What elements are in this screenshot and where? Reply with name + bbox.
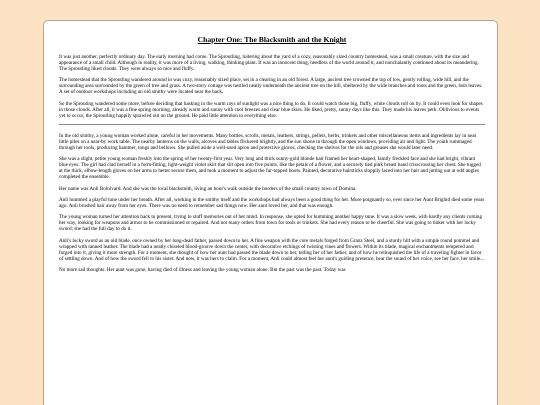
section-one (59, 54, 485, 119)
paragraph: She was a slight, petite young woman freshly into the spring of her twenty-first year. Very long and thick sunny-gold blonde hair framed her heart-shaped, faintly freckled face and she had bright, vibrant blue eyes. The girl had clad herself in a form-fitting, light-weight violet skirt that slit open into five points, like the petals of a flower, and a securely tied pink breast band crisscrossing her chest. She tugged at the thick, elbow-length gloves on her arms to better secure them, and took a moment to adjust the fur-topped boots. Painted, decorative hairsticks sloppily laced into her hair and jutting out at odd angles completed the ensemble. (59, 156, 481, 181)
section-two (59, 133, 485, 273)
paragraph: It was just another, perfectly ordinary day. The early morning had come. The Sproutling, loitering about the yard of a cozy, reasonably sized country homestead, was a small creature, with the size and appearance of a small child. Although in reality, it was more of a living, walking, thinking plant. It was an innocent thing, heedless of the world around it, and nonchalantly continued about its meandering. The Sproutling liked clouds. They were always so nice and fluffy. (59, 54, 479, 73)
paragraph: In the old smithy, a young woman worked alone, careful in her movements. Many bottles, scrolls, metals, leathers, strings, pellets, herbs, trinkets and other miscellaneous items and ingredients lay in neat little piles on a near-by work table. The nearby lanterns on the walls, alcoves and tables flickered brightly, and the sun shone in through the open windows, providing air and light. The youth rummaged through her tools, producing hammer, tongs and bellows. She pulled aside a well-used apron and protective gloves, checking the shelves for the oils and greases she would later need. (59, 132, 477, 152)
paragraph: Anli hummed a playful tune under her breath. After all, working in the smithy itself and the workshops had always been a good thing for her. More poignantly so, ever since her Aunt Brighid died some years ago. Anli brushed hair away from her eyes. There was no need to remember sad things now. Her aunt loved her, and that was enough. (59, 196, 485, 209)
paragraph: No more sad thoughts. Her aunt was gone, having died of illness and leaving the young woman alone. But the past was the past. Today was (59, 266, 346, 273)
section-divider (59, 124, 485, 125)
document-page (43, 20, 498, 405)
paragraph: Her name was Anli Bolnivard. And she was the local blacksmith, living an hour's walk outside the borders of the small country town of Domina. (59, 185, 357, 192)
paragraph: The young woman turned her attention back to present, trying to stuff memories out of her mind. In response, she opted for humming another happy tune. It was a slow week, with hardly any clients coming her way, looking for weapons and armor to be commissioned or repaired. And not many orders from town for tools or trinkets. She had every reason to be cheerful. She was going to tinker with her lucky sword; she had the full day to do it. (59, 214, 483, 233)
paragraph: So the Sprouting wandered some more, before deciding that basking in the warm rays of sunlight was a nice thing to do. It could watch those big, fluffy, white clouds roll on by. It could even look for shapes in those clouds. After all, it was a fine spring morning, already warm and sunny with cool breezes and clear blue skies. He liked, pretty, sunny days like this. They made his leaves perk. Oblivious to events yet to occur, the Sproutling happily sprawled out on the ground. He paid little attention to everything else. (59, 100, 483, 119)
chapter-title: Chapter One: The Blacksmith and the Knight (197, 35, 347, 44)
paragraph: Anli's lucky sword as an old blade, once owned by her long-dead father, passed down to her. A fine weapon with the core metals forged from Granz Steel, and a sturdy hilt with a simple round pommel and wrapped with tanned leather. The blade had a neatly chiseled blood-groove down the center, with decorative etchings of twisting vines and flowers. Within its blade, magical enchantments tempered and forged into it, giving it more strength. For a moment, she thought of how her aunt had passed the blade down to her, telling her of her father, and of how he relinquished the life of a traveling fighter in favor of settling down. And of how the sword fell to his sister. And now, it was hers to claim. For a moment, Anli could almost feel her aunt's guiding presence, hear the sound of her voice, see her face, her smile... (59, 237, 485, 262)
paragraph: The homestead that the Sproutling wandered around in was cozy, reasonably sized place, set in a clearing in an old forest. A large, ancient tree crowned the top of low, gently rolling, wide hill, and the surrounding area surrounded by the green of tree and grass. A two-story cottage was nestled neatly underneath the ancient tree on the hill, sheltered by the wide branches and roots and the green, lush leaves. A set of outdoor workshops including an old smithy were located near the back. (59, 77, 483, 96)
